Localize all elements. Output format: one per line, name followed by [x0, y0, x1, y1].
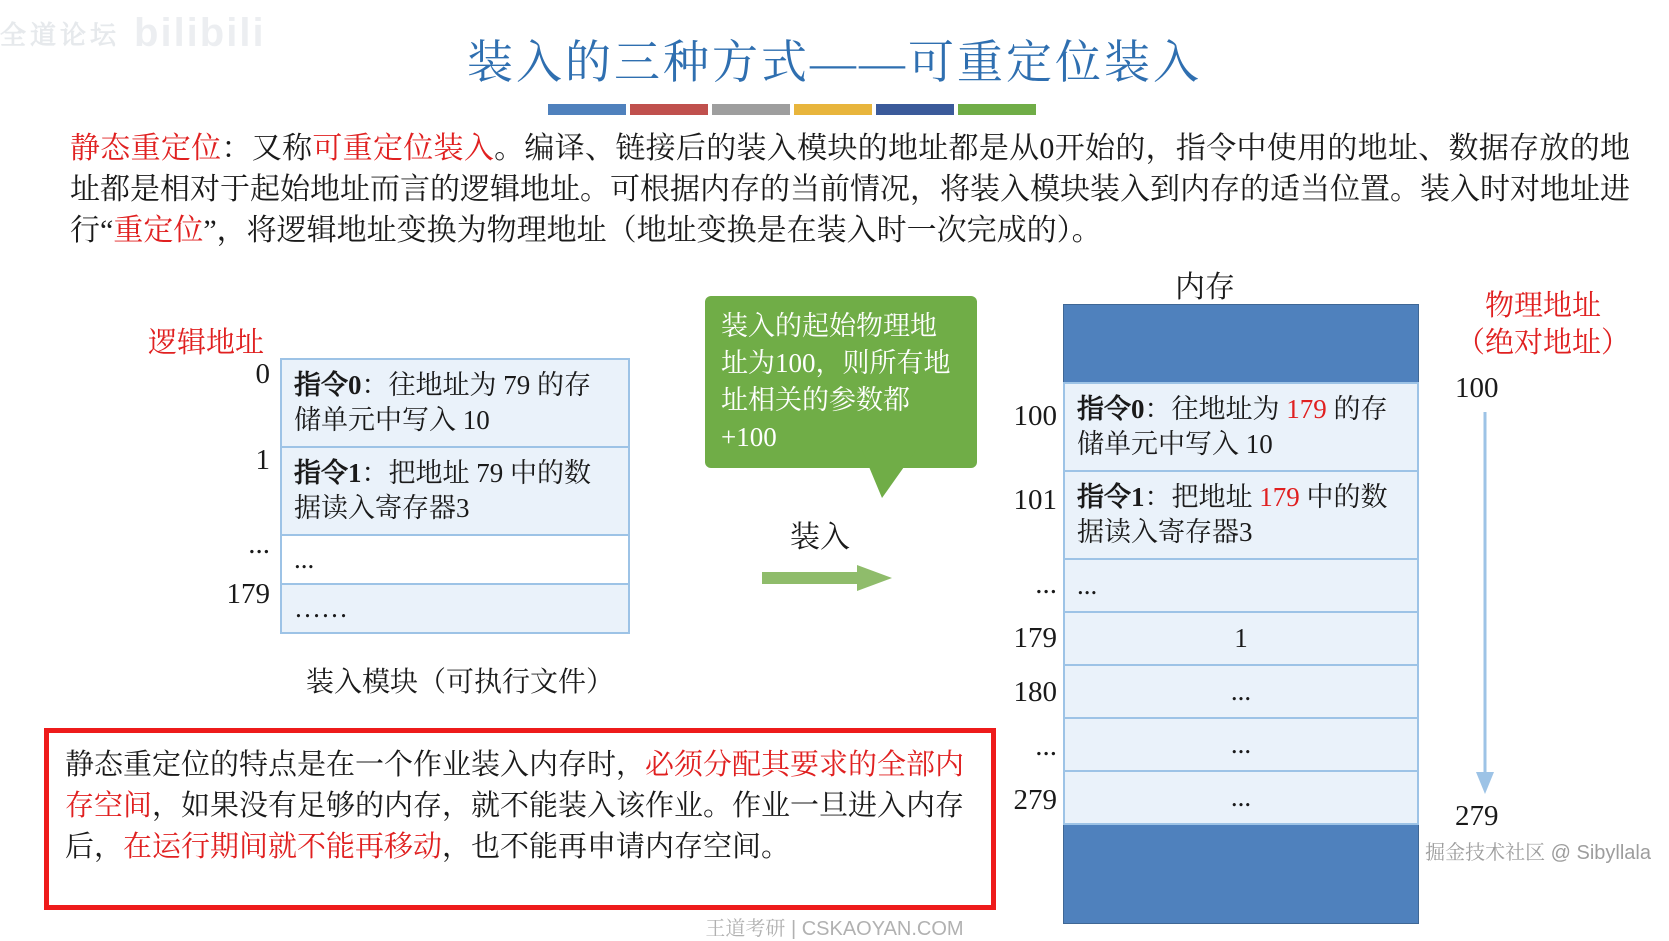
left-index-0: 0 [255, 358, 270, 390]
memory-index-4: 180 [1013, 676, 1057, 708]
callout-bubble: 装入的起始物理地址为100，则所有地址相关的参数都 +100 [705, 296, 977, 468]
memory-index-6: 279 [1013, 784, 1057, 816]
bottom-watermark: 王道考研 | CSKAOYAN.COM [705, 918, 964, 940]
memory-row-1-pre: 把地址 [1171, 482, 1260, 512]
load-module-row-0 [282, 360, 628, 448]
summary-red-box [44, 728, 996, 910]
memory-index-0: 100 [1013, 400, 1057, 432]
memory-row-0-post: 的存储单元中写入 10 [1077, 394, 1388, 459]
summary-text-3: ，也不能再申请内存空间。 [442, 831, 791, 863]
physical-address-label-line2: （绝对地址） [1455, 327, 1630, 359]
logical-address-label: 逻辑地址 [148, 327, 265, 359]
load-module-row-1-prefix: 指令1 [294, 458, 362, 488]
memory-row-1-sep: ： [1144, 482, 1172, 512]
definition-highlight2: 重定位 [113, 214, 204, 247]
title-underline-bars [548, 104, 1036, 115]
memory-row-0 [1065, 384, 1417, 472]
memory-row-0-prefix: 指令0 [1077, 394, 1145, 424]
memory-row-1 [1065, 472, 1417, 560]
load-module-row-2: ... [282, 536, 628, 585]
definition-highlight1: 可重定位装入 [312, 132, 495, 165]
load-module-table [280, 358, 630, 634]
memory-table [1063, 382, 1419, 825]
memory-row-6: ... [1065, 772, 1417, 823]
memory-row-0-address: 179 [1286, 394, 1327, 424]
memory-row-4: ... [1065, 666, 1417, 719]
title-bar-6 [958, 104, 1036, 115]
memory-index-1: 101 [1013, 484, 1057, 516]
left-index-1: 1 [255, 444, 270, 476]
memory-row-0-sep: ： [1144, 394, 1172, 424]
corner-watermark: 掘金技术社区 @ Sibyllala [1425, 842, 1651, 864]
title-bar-5 [876, 104, 954, 115]
memory-row-1-post: 中的数据读入寄存器3 [1077, 482, 1388, 547]
load-module-row-0-text: 往地址为 79 的存储单元中写入 10 [294, 370, 591, 435]
load-arrow-label: 装入 [790, 521, 850, 554]
definition-part3: ”，将逻辑地址变换为物理地址（地址变换是在装入时一次完成的）。 [203, 214, 1102, 247]
summary-red-2: 在运行期间就不能再移动 [123, 831, 443, 863]
load-module-row-1-text: 把地址 79 中的数据读入寄存器3 [294, 458, 591, 523]
physical-address-label [1428, 288, 1658, 362]
memory-row-3: 1 [1065, 613, 1417, 666]
title-bar-1 [548, 104, 626, 115]
load-module-row-0-prefix: 指令0 [294, 370, 362, 400]
memory-row-1-address: 179 [1259, 482, 1300, 512]
load-arrow-icon [762, 565, 892, 591]
title-bar-3 [712, 104, 790, 115]
memory-index-5: ... [1035, 730, 1057, 762]
physical-address-label-line1: 物理地址 [1484, 290, 1601, 322]
left-index-2: ... [248, 528, 270, 560]
left-index-3: 179 [226, 578, 270, 610]
summary-text-1: 静态重定位的特点是在一个作业装入内存时， [65, 749, 646, 781]
page-title: 装入的三种方式——可重定位装入 [467, 37, 1202, 88]
load-module-row-0-sep: ： [361, 370, 389, 400]
load-module-row-1 [282, 448, 628, 536]
memory-title: 内存 [1175, 271, 1235, 304]
memory-row-5: ... [1065, 719, 1417, 772]
load-module-row-1-sep: ： [361, 458, 389, 488]
physical-end-address: 279 [1455, 800, 1499, 832]
title-bar-2 [630, 104, 708, 115]
physical-range-arrow-icon [1473, 412, 1497, 794]
memory-row-2: ... [1065, 560, 1417, 613]
definition-part1: 又称 [251, 132, 313, 165]
memory-row-0-pre: 往地址为 [1171, 394, 1287, 424]
logo-text-en: bilibili [134, 10, 266, 55]
memory-row-1-prefix: 指令1 [1077, 482, 1145, 512]
physical-start-address: 100 [1455, 372, 1499, 404]
definition-part2: 。编译、链接后的装入模块的地址都是从0开始的，指令中使用的地址、数据存放的地址都是相对于起始地址而言的逻辑地址。可根据内存的当前情况，将装入模块装入到内存的适当位置。装入时对地址进行“ [70, 132, 1631, 247]
definition-lead: 静态重定位 [70, 132, 222, 165]
title-bar-4 [794, 104, 872, 115]
load-module-row-3: …… [282, 585, 628, 632]
definition-colon: ： [221, 132, 252, 165]
summary-red-1: 必须分配其要求的全部内存空间 [65, 749, 965, 822]
memory-index-3: 179 [1013, 622, 1057, 654]
summary-text-2: ，如果没有足够的内存，就不能装入该作业。作业一旦进入内存后， [65, 790, 965, 863]
memory-index-2: ... [1035, 568, 1057, 600]
callout-tail [862, 450, 916, 498]
definition-paragraph [70, 128, 1630, 251]
load-module-caption: 装入模块（可执行文件） [305, 667, 614, 698]
logo-text-cn: 全道论坛 [0, 19, 121, 50]
